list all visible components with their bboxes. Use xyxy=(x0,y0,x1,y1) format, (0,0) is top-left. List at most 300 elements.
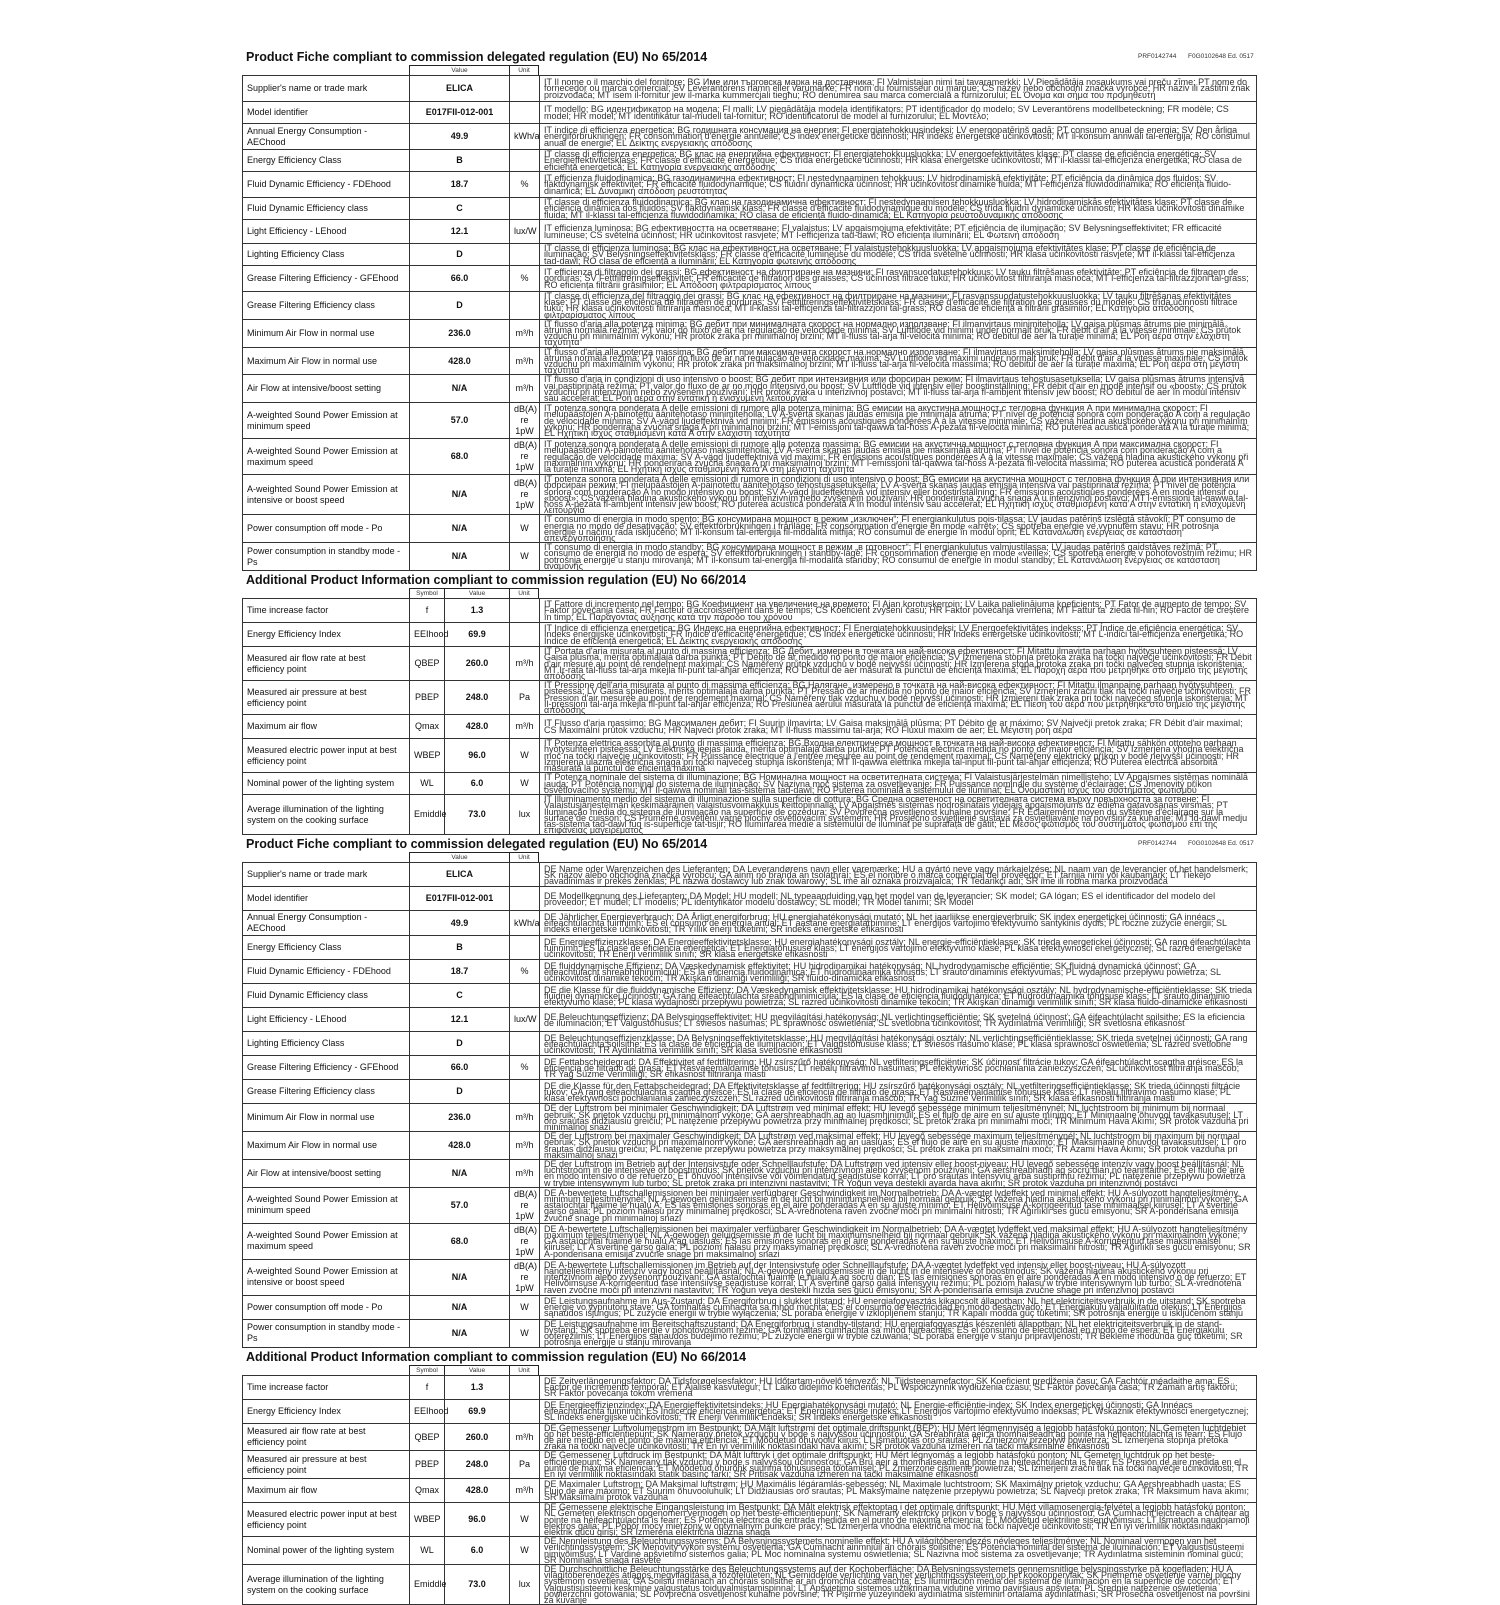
row-symbol: EEIhood xyxy=(410,623,445,647)
row-translations: IT modello; BG идентификатор на модела; FI malli; LV piegādātāja modeļa identifikators; PT identificador do modelo; SV Leverantörens modellbeteckning; FR modèle; CS model; HR model; MT identifikatur tal-mudell tal-fornitur; RO identificatorul de model al furnizorului; EL Μοντέλο; xyxy=(540,102,1257,124)
row-symbol: Emiddle xyxy=(410,795,445,835)
row-translations: IT Flusso d'aria massimo; BG Максимален дебит; FI Suurin ilmavirta; LV Gaisa maksimālā plūsma; PT Débito de ar máximo; SV Največji pretok zraka; FR Débit d'air maximal; CS Maximální průtok vzduchu; HR Najveći protok zraka; MT Il-fluss massimu tal-arja; RO Fluxul maxim de aer; EL Μέγιστη ροή αέρα xyxy=(540,715,1257,739)
row-unit: m³/h xyxy=(510,1159,540,1187)
row-label: Model identifier xyxy=(243,102,410,124)
row-value: 260.0 xyxy=(445,1423,510,1451)
row-value: 57.0 xyxy=(410,403,510,439)
row-translations: IT Indice di efficienza energetica; BG Индекс на енергийна ефективност; FI Energiatehokkuusindeksi; LV Energoefektivitātes indekss; PT Índice de eficiência energética; SV Indeks energijske učinkovitosti; FR Indice d'efficacité énergétique; CS Index energetické účinnosti; HR Indeks energetske učinkovitosti; MT L-indiċi tal-effiċjenza enerġetika; RO Indice de eficiență energetică; EL Δείκτης ενεργειακής απόδοσης xyxy=(540,623,1257,647)
row-value: 1.3 xyxy=(445,1375,510,1399)
row-unit: m³/h xyxy=(510,647,540,681)
row-label: Supplier's name or trade mark xyxy=(243,863,410,887)
row-value: 18.7 xyxy=(410,960,510,984)
row-translations: IT flusso d'aria in condizioni di uso intensivo o boost; BG дебит при интензивния или форсиран режим; FI ilmavirtaus tehostusasetuksella; LV gaisa plūsmas ātrums intensīvā vai pastiprinātā režīmā; PT valor do fluxo de ar no modo intensivo ou boost; SV Luftflöde vid intensiv eller boostinställning; FR débit d'air en mode intensif ou «boost»; CS průtok vzduchu při intenzivním nebo zvýšeném používání; HR protok zraka u intenzivnoj postavci; MT il-fluss tal-arja fl-ambjent intensiv jew boost; RO debitul de aer în modul intensiv sau accelerat; EL Ροή αέρα στην εντατική ή ενισχυμένη λειτουργία xyxy=(540,375,1257,403)
row-translations: IT Il nome o il marchio del fornitore; BG Име или търговска марка на доставчика; FI Valmistajan nimi tai tavaramerkki; LV Piegādātāja nosaukums vai preču zīme; PT nome do fornecedor ou marca comercial; SV Leverantörens namn eller varumärke; FR nom du fournisseur ou marque; CS název nebo obchodní značka výrobce; HR naziv ili zaštitni znak proizvođača; MT isem il-fornitur jew il-marka kummerċjali tiegħu; RO denumirea sau marca comercială a furnizorului; EL Όνομα και σήμα του προμηθευτή xyxy=(540,76,1257,102)
row-unit: kWh/a xyxy=(510,124,540,150)
table-row xyxy=(243,599,1257,623)
row-value: 96.0 xyxy=(445,739,510,773)
row-unit xyxy=(510,150,540,172)
row-symbol: Qmax xyxy=(410,1479,445,1503)
row-translations: IT classe di efficienza del filtraggio dei grassi; BG клас на ефективност на филтриране на мазнини; FI rasvanssuodatustehokkuusluokka; LV tauku filtrēšanas efektivitātes klase; PT classe de eficiência de filtragem de gorduras; SV Fettfiltreringseffektivitetsklass; FR classe d'efficacité de filtration des graisses du modèle; CS třída účinnosti filtrace tuků; HR klasa učinkovitosti filtriranja masnoća; MT il-klassi tal-effiċjenza tal-filtrazzjoni tal-grass; RO clasa de eficiență a filtrării grăsimilor; EL Κατηγορία απόδοσης φιλτραρίσματος λίπους xyxy=(540,292,1257,320)
row-label: Energy Efficiency Class xyxy=(243,936,410,960)
row-translations: DE Leistungsaufnahme im Bereitschaftszustand; DA Energiforbrug i standby-tilstand; HU energiafogyasztás készenléti állapotban; NL het elektriciteitsverbruik in de stand-bystand; SK spotreba energie v pohotovostnom režime; GA tomhaltas cumhachta sa mhód fuireachais; ES el consumo de electricidad en modo de espera; ET Energiakulu ooterežiimis; LT Energijos sąnaudos budėjimo režimu; PL zużycie energii w trybie czuwania; SL poraba energije v stanju pripravljenosti; TR Bekleme modunda güç tüketimi; SR potrošnja energije u stanju mirovanja xyxy=(540,1319,1257,1347)
row-unit: dB(A) re 1pW xyxy=(510,475,540,515)
row-unit: m³/h xyxy=(510,1423,540,1451)
row-value: 69.9 xyxy=(445,623,510,647)
additional-column-headers-a xyxy=(242,588,1257,598)
row-translations: DE Fettabscheidegrad; DA Effektivitet af fedtfiltrering; HU zsírszűrő hatékonyság; NL vetfilteringsefficiëntie; SK účinnosť filtrácie tukov; GA éifeachtúlacht scagtha gréisce; ES la eficiencia de filtrado de grasa; ET Rasvaeemaldamise tõhusus; LT riebalų filtravimo našumas; PL efektywność pochłaniania zanieczyszczeń; SL učinkovitost filtriranja maščob; TR Yağ Süzme Verimliliği; SR efikasnost filtriranja masti xyxy=(540,1056,1257,1080)
row-value: 6.0 xyxy=(445,773,510,795)
table-row xyxy=(243,1032,1257,1056)
row-symbol: WBEP xyxy=(410,739,445,773)
row-symbol: Qmax xyxy=(410,715,445,739)
table-row xyxy=(243,124,1257,150)
row-symbol: WL xyxy=(410,773,445,795)
table-row xyxy=(243,1104,1257,1132)
table-row xyxy=(243,543,1257,571)
unit-header-b2: Unit xyxy=(509,1365,539,1375)
row-unit: % xyxy=(510,172,540,198)
row-value: E017FII-012-001 xyxy=(410,102,510,124)
table-row xyxy=(243,198,1257,220)
table-row xyxy=(243,150,1257,172)
row-symbol: WBEP xyxy=(410,1503,445,1537)
row-unit: dB(A) re 1pW xyxy=(510,1187,540,1223)
doc-ref-b: PRF0142744 xyxy=(1138,840,1177,848)
row-label: Average illumination of the lighting system on the cooking surface xyxy=(243,795,410,835)
row-translations: DE Nennleistung des Beleuchtungssystems; DA Belysningssystemets nominelle effekt; HU A világítóberendezés névleges teljesítménye; NL Nominaal vermogen van het verlichtingssysteem; SK Menovitý výkon systému osvetlenia; GA Cumhacht ainmniúil an chórais soilsithe; ES Potencia nominal del sistema de iluminación; ET Valgustisüsteemi nimivõimsus; LT Vardinė apšvietimo sistemos galia; PL Moc nominalna systemu oświetlenia; SL Nazivna moč sistema za osvetljevanje; TR Aydınlatma sisteminin nominal gücü; SR Nominalna snaga rasvete xyxy=(540,1537,1257,1565)
table-row xyxy=(243,1295,1257,1319)
row-translations: DE A-bewertete Luftschallemissionen bei minimaler verfügbarer Geschwindigkeit im Normalbetrieb; DA A-vægtet lydeffekt ved minimal effekt; HU A-súlyozott hangteljesítmény minimum teljesítménynél; NL A-gewogen geluidsemissie in de lucht bij minimumsnelheid bij normaal gebruik; SK vážená hladina akustického výkonu pri minimálnom výkone; GA astaíochtaí fuaime le hualú A; ES las emisiones sonoras en el aire ponderadas A en su ajuste mínimo; ET Helivõimsuse A-korrigeeritud tase minimaalsel kiirusel; LT A svertinė garso galia; PL poziom hałasu przy minimalnej prędkości; SL A-vrednotena raven zvočne moči pri minimalni hitrosti; TR Ağırlıklı ses gücü emisyonu; SR A-ponderisana emisija zvučne snage pri minimalnoj snazi xyxy=(540,1187,1257,1223)
row-label: Maximum air flow xyxy=(243,715,410,739)
row-value: N/A xyxy=(410,543,510,571)
row-unit: m³/h xyxy=(510,347,540,375)
table-row xyxy=(243,773,1257,795)
row-label: Measured air pressure at best efficiency point xyxy=(243,681,410,715)
row-translations: IT Potenza nominale del sistema di illuminazione; BG Номинална мощност на осветителната система; FI Valaistusjärjestelmän nimellisteho; LV Apgaismes sistēmas nominālā jauda; PT Potência nominal do sistema de iluminação; SV Nazivna moč sistema za osvetljevanje; FR Puissance nominale du système d'éclairage; CS Jmenovitý příkon osvětlovacího systému; MT Il-qawwa nominali tas-sistema tad-dawl; RO Puterea nominală a sistemului de iluminat; EL Ονομαστική ισχύς του συστήματος φωτισμού xyxy=(540,773,1257,795)
row-label: Nominal power of the lighting system xyxy=(243,773,410,795)
row-unit xyxy=(510,887,540,911)
row-value: 18.7 xyxy=(410,172,510,198)
row-label: A-weighted Sound Power Emission at maximum speed xyxy=(243,439,410,475)
row-value: 49.9 xyxy=(410,124,510,150)
row-value: C xyxy=(410,984,510,1008)
table-row xyxy=(243,681,1257,715)
row-unit: m³/h xyxy=(510,715,540,739)
row-symbol: f xyxy=(410,599,445,623)
row-translations: DE Modellkennung des Lieferanten; DA Model; HU modell; NL typeaanduiding van het model van de leverancier; SK model; GA lógan; ES el identificador del modelo del proveedor; ET mudel; LT modelis; PL identyfikator modelu dostawcy; SL model; TR Model tanımı; SR Model xyxy=(540,887,1257,911)
fiche-title-b: Product Fiche compliant to commission delegated regulation (EU) No 65/2014 xyxy=(246,837,708,852)
row-unit: W xyxy=(510,1503,540,1537)
row-label: A-weighted Sound Power Emission at minimum speed xyxy=(243,1187,410,1223)
row-value: 248.0 xyxy=(445,1451,510,1479)
row-translations: DE Leistungsaufnahme im Aus-Zustand; DA Energiforbrug i slukket tilstand; HU energiafogyasztás kikapcsolt állapotban; NL het elektriciteitsverbruik in de uitstand; SK spotreba energie vo vypnutom stave; GA tomhaltas cumhachta sa mhód múchta; ES el consumo de electricidad en modo desactivado; ET Energiakulu väljalülitatud olekus; LT Energijos sąnaudos išjungus; PL zużycie energii w trybie wyłączenia; SL poraba energije v izklopljenem stanju; TR Kapalı modda güç tüketimi; SR potrošnja energije u isključenom stanju xyxy=(540,1295,1257,1319)
row-value: 428.0 xyxy=(445,1479,510,1503)
row-value: 236.0 xyxy=(410,1104,510,1132)
row-value: 12.1 xyxy=(410,1008,510,1032)
row-label: A-weighted Sound Power Emission at maximum speed xyxy=(243,1223,410,1259)
row-label: Grease Filtering Efficiency - GFEhood xyxy=(243,1056,410,1080)
row-unit xyxy=(510,599,540,623)
row-label: Power consumption off mode - Po xyxy=(243,515,410,543)
row-translations: DE A-bewertete Luftschallemissionen im Betrieb auf der Intensivstufe oder Schnelllaufstufe; DA A-vægtet lydeffekt ved intensiv eller boost-niveau; HU A-súlyozott hangteljesítmény intenzív vagy boost beállításnál; NL A-gewogen geluidsemissie in de lucht in de intensieve of boostmodus; SK vážená hladina akustického výkonu pri intenzívnom alebo zvýšenom používaní; GA astaíochtaí fuaime le hualú A ag socrú dian; ES las emisiones sonoras en el aire ponderadas A en modo intensivo o de refuerzo; ET Helivõimsuse A-korrigeeritud tase intensiivse seadistuse korral; LT A svertinė garso galia intensyviu režimu; PL poziom hałasu w trybie intensywnym lub turbo; SL A-vrednotena raven zvočne moči pri intenzivni nastavitvi; TR Yoğun veya destekli hızda ses gücü emisyonu; SR A-ponderisana emisija zvučne snage pri intenzivnoj postavci xyxy=(540,1259,1257,1295)
row-unit: dB(A) re 1pW xyxy=(510,403,540,439)
row-translations: DE fluiddynamische Effizienz; DA Væskedynamisk effektivitet; HU hidrodinamikai hatékonyság; NL hydrodynamische efficiëntie; SK fluidná dynamická účinnosť; GA éifeachtúlacht shreabhdhinimiciúil; ES la eficiencia fluidodinámica; ET hüdrodünaamika tõhusus; LT srauto dinaminis efektyvumas; PL wydajność przepływu powietrza; SL učinkovitost dinamike tekočin; TR Akışkan dinamiği verimliliği; SR fluido-dinamička efikasnost xyxy=(540,960,1257,984)
row-unit xyxy=(510,623,540,647)
table-row xyxy=(243,984,1257,1008)
row-translations: IT indice di efficienza energetica; BG годишната консумация на енергия; FI energiatehokkuusindeksi; LV energopatēriņš gadā; PT consumo anual de energia; SV Den årliga energiförbrukningen; FR consommation d'énergie annuelle; CS index energetické účinnosti; HR indeks energetske učinkovitosti; MT il-konsum annwali tal-enerġija; RO consumul anual de energie; EL Δείκτης ενεργειακής απόδοσης xyxy=(540,124,1257,150)
row-value: 49.9 xyxy=(410,911,510,936)
table-row xyxy=(243,936,1257,960)
row-unit xyxy=(510,1399,540,1423)
row-unit: W xyxy=(510,773,540,795)
table-row xyxy=(243,1479,1257,1503)
doc-code-b: F0G0102648 Ed. 0517 xyxy=(1188,840,1254,848)
row-unit xyxy=(510,102,540,124)
row-value: 66.0 xyxy=(410,266,510,292)
table-row xyxy=(243,1423,1257,1451)
table-row xyxy=(243,1080,1257,1104)
value-header-b2: Value xyxy=(444,1365,510,1375)
row-translations: DE Energieeffizienzindex; DA Energieffektivitetsindeks; HU Energiahatékonysági mutató; NL Energie-efficiëntie-index; SK Index energetickej účinnosti; GA Innéacs éifeachtúlachta fuinnimh; ES Índice de eficiencia energética; ET Energiatõhususe indeks; LT Energijos vartojimo efektyvumo indeksas; PL Wskaźnik efektywności energetycznej; SL Indeks energijske učinkovitosti; TR Enerji Verimlilik Endeksi; SR Indeks energetske efikasnosti xyxy=(540,1399,1257,1423)
row-value: 73.0 xyxy=(445,1565,510,1605)
row-unit xyxy=(510,292,540,320)
row-unit: lux xyxy=(510,795,540,835)
unit-header-a: Unit xyxy=(509,65,539,75)
row-label: A-weighted Sound Power Emission at intensive or boost speed xyxy=(243,475,410,515)
row-symbol: PBEP xyxy=(410,1451,445,1479)
table-row xyxy=(243,1451,1257,1479)
row-value: ELICA xyxy=(410,863,510,887)
row-label: Lighting Efficiency Class xyxy=(243,244,410,266)
row-label: Minimum Air Flow in normal use xyxy=(243,319,410,347)
row-label: Nominal power of the lighting system xyxy=(243,1537,410,1565)
row-translations: IT Fattore di incremento nel tempo; BG Коефициент на увеличение на времето; FI Ajan korotuskerroin; LV Laika palielinājuma koeficients; PT Fator de aumento de tempo; SV Faktor povečanja časa; FR Facteur d'accroissement dans le temps; CS Koeficient zvýšení času; HR Faktor povećanja vremena; MT Fattur ta' żieda fil-ħin; RO Factor de creștere în timp; EL Παράγοντας αύξησης κατά την πάροδο του χρόνου xyxy=(540,599,1257,623)
value-header-a2: Value xyxy=(444,588,510,598)
row-translations: DE die Klasse für die fluiddynamische Effizienz; DA Væskedynamisk effektivitetsklasse; HU hidrodinamikai hatékonysági osztály; NL hydrodynamische-efficiëntieklasse; SK trieda fluidnej dynamickej účinnosti; GA rang éifeachtúlachta sreabhdhinimiciúla; ES la clase de eficiencia fluidodinámica; ET hüdrodünaamika tõhususe klass; LT srauto dinaminio efektyvumo klasė; PL klasa wydajności przepływu powietrza; SL razred učinkovitosti dinamike tekočin; TR Akışkan dinamiği verimlilik sınıfı; SR klasa fluido-dinamičke efikasnosti xyxy=(540,984,1257,1008)
value-header-b: Value xyxy=(409,852,510,862)
row-unit: m³/h xyxy=(510,375,540,403)
row-value: N/A xyxy=(410,1259,510,1295)
additional-title-a: Additional Product Information compliant to commission regulation (EU) No 66/2014 xyxy=(246,573,747,588)
row-value: N/A xyxy=(410,1295,510,1319)
row-label: Model identifier xyxy=(243,887,410,911)
row-value: 6.0 xyxy=(445,1537,510,1565)
row-unit: m³/h xyxy=(510,1479,540,1503)
additional-header-a xyxy=(242,573,1257,588)
row-translations: DE A-bewertete Luftschallemissionen bei maximaler verfügbarer Geschwindigkeit im Normalbetrieb; DA A-vægtet lydeffekt ved maksimal effekt; HU A-súlyozott hangteljesítmény maximum teljesítménynél; NL A-gewogen geluidsemissie in de lucht bij maximumsnelheid bij normaal gebruik; SK vážená hladina akustického výkonu pri maximálnom výkone; GA astaíochtaí fuaime le hualú A ag uasluas; ES las emisiones sonoras en el aire ponderadas A en su ajuste máximo; ET Helivõimsuse A-korrigeeritud tase maksimaalsel kiirusel; LT A svertinė garso galia; PL poziom hałasu przy maksymalnej prędkości; SL A-vrednotena raven zvočne moči pri maksimalni hitrosti; TR Ağırlıklı ses gücü emisyonu; SR A-ponderisana emisija zvučne snage pri maksimalnoj snazi xyxy=(540,1223,1257,1259)
table-row xyxy=(243,266,1257,292)
row-unit: W xyxy=(510,739,540,773)
row-label: Light Efficiency - LEhood xyxy=(243,1008,410,1032)
row-unit: W xyxy=(510,515,540,543)
row-label: Grease Filtering Efficiency - GFEhood xyxy=(243,266,410,292)
fiche-header-b xyxy=(242,837,1257,852)
row-unit: lux/W xyxy=(510,1008,540,1032)
row-label: Measured electric power input at best efficiency point xyxy=(243,1503,410,1537)
row-value: N/A xyxy=(410,515,510,543)
table-row xyxy=(243,1259,1257,1295)
row-label: Measured air flow rate at best efficiency point xyxy=(243,1423,410,1451)
row-label: Energy Efficiency Index xyxy=(243,623,410,647)
row-value: N/A xyxy=(410,475,510,515)
row-label: Fluid Dynamic Efficiency - FDEhood xyxy=(243,960,410,984)
row-value: 73.0 xyxy=(445,795,510,835)
row-value: N/A xyxy=(410,1319,510,1347)
table-row xyxy=(243,475,1257,515)
row-unit: m³/h xyxy=(510,319,540,347)
row-label: Fluid Dynamic Efficiency - FDEhood xyxy=(243,172,410,198)
row-translations: DE Energieeffizienzklasse; DA Energieeffektivitetsklasse; HU energiahatékonysági osztály; NL energie-efficiëntieklasse; SK trieda energetickej účinnosti; GA rang éifeachtúlachta fuinnimh; ES la clase de eficiencia energética; ET Energiatõhususe klass; LT energijos vartojimo efektyvumo klasė; PL klasa efektywności energetycznej; SL razred energetske učinkovitosti; TR Enerji verimlilik sınıfı; SR klasa energetske efikasnosti xyxy=(540,936,1257,960)
row-label: Grease Filtering Efficiency class xyxy=(243,292,410,320)
row-label: Fluid Dynamic Efficiency class xyxy=(243,984,410,1008)
table-row xyxy=(243,647,1257,681)
row-translations: DE der Luftstrom im Betrieb auf der Intensivstufe oder Schnelllaufstufe; DA Luftstrøm ved intensiv eller boost-niveau; HU levegő sebessége intenzív vagy boost beállításnál; NL luchtstroom in de intensieve of boostmodus; SK prietok vzduchu pri intenzívnom alebo zvýšenom používaní; GA aershreabhadh ag socrú dian nó teanntaithe; ES el flujo de aire en modo intensivo o de refuerzo; ET õhuvool intensiivse või võimendatud seadistuse korral; LT oro srautas intensyviu arba sustiprintu režimu; PL natężenie przepływu powietrza w trybie intensywnym lub turbo; SL pretok zraka pri intenzivni nastavitvi; TR Yoğun veya destekli ayarda hava akımı; SR protok vazduha pri intenzivnoj postavci xyxy=(540,1159,1257,1187)
table-row xyxy=(243,76,1257,102)
row-value: D xyxy=(410,292,510,320)
row-label: Annual Energy Consumption - AEChood xyxy=(243,124,410,150)
row-translations: DE Name oder Warenzeichen des Lieferanten; DA Leverandørens navn eller varemærke; HU a gyártó neve vagy márkajelzése; NL naam van de leverancier of het handelsmerk; SK názov alebo obchodná značka výrobcu; GA ainm nó branda an tsoláthraí; ES el nombre o marca comercial del proveedor; ET tarnija nimi või kaubamärk; LT Tiekėjo pavadinimas ir prekės ženklas; PL nazwa dostawcy lub znak towarowy; SL ime ali oznaka proizvajalca; TR Tedarikçi adı; SR ime ili robna marka proizvođača xyxy=(540,863,1257,887)
row-label: Light Efficiency - LEhood xyxy=(243,220,410,244)
row-label: Energy Efficiency Class xyxy=(243,150,410,172)
table-row xyxy=(243,1056,1257,1080)
row-translations: IT flusso d'aria alla potenza massima; BG дебит при максималната скорост на нормално използване; FI ilmavirtaus maksimiteholla; LV gaisa plūsmas ātrums pie maksimālā ātruma normālā režīmā; PT valor do fluxo de ar na regulação de velocidade máxima; SV Luftflöde vid maximi under normalt bruk; FR débit d'air à la vitesse maximale; CS průtok vzduchu při maximálním výkonu; HR protok zraka pri maksimalnoj brzini; MT il-fluss tal-arja fil-veloċità massima; RO debitul de aer la turație maximă; EL Ροή αέρα στη μέγιστη ταχύτητα xyxy=(540,347,1257,375)
additional-title-b: Additional Product Information compliant to commission regulation (EU) No 66/2014 xyxy=(246,1349,747,1364)
row-translations: IT consumo di energia in modo standby; BG консумирана мощност в режим „в готовност“; FI energiankulutus valmiustilassa; LV jaudas patēriņš gaidstāves režīmā; PT consumo de energia no modo de espera; SV effektförbrukningen i standby-läge; FR consommation d'énergie en mode «veille»; CS spotřeba energie v pohotovostním režimu; HR potrošnja energije u stanju mirovanja; MT il-konsum tal-enerġija fil-modalità standby; RO consumul de energie în modul standby; EL Κατανάλωση ενέργειας σε κατάσταση αναμονής xyxy=(540,543,1257,571)
row-translations: IT efficienza luminosa; BG ефективността на осветяване; FI valaistus; LV apgaismojuma efektivitāte; PT eficiência de iluminação; SV Belysningseffektivitet; FR efficacité lumineuse; CS světelná účinnost; HR učinkovitost rasvjete; MT l-effiċjenza tad-dawl; RO eficiența iluminării; EL Φωτεινή απόδοση xyxy=(540,220,1257,244)
row-unit: W xyxy=(510,1295,540,1319)
table-row xyxy=(243,1159,1257,1187)
fiche-table-b xyxy=(242,862,1257,1347)
row-label: Air Flow at intensive/boost setting xyxy=(243,1159,410,1187)
table-row xyxy=(243,1319,1257,1347)
value-header-a: Value xyxy=(409,65,510,75)
row-label: Maximum air flow xyxy=(243,1479,410,1503)
symbol-header-a: Symbol xyxy=(409,588,445,598)
row-label: Time increase factor xyxy=(243,1375,410,1399)
row-label: Maximum Air Flow in normal use xyxy=(243,1132,410,1160)
row-translations: DE die Klasse für den Fettabscheidegrad; DA Effektivitetsklasse af fedtfiltrering; HU zsírszűrő hatékonysági osztály; NL vetfilteringsefficiëntieklasse; SK trieda účinnosti filtrácie tukov; GA rang éifeachtúlachta scagtha gréisce; ES la clase de eficiencia de filtrado de grasa; ET Rasvaeemaldamise tõhususe klass; LT riebalų filtravimo našumo klasė; PL klasa efektywności pochłaniania zanieczyszczeń; SL razred učinkovitosti filtriranja maščob; TR Yağ Süzme Verimlilik sınıfı; SR klasa efikasnosti filtriranja masti xyxy=(540,1080,1257,1104)
unit-header-b: Unit xyxy=(509,852,539,862)
row-label: Fluid Dynamic Efficiency class xyxy=(243,198,410,220)
table-row xyxy=(243,102,1257,124)
row-label: Power consumption in standby mode - Ps xyxy=(243,543,410,571)
row-label: Annual Energy Consumption - AEChood xyxy=(243,911,410,936)
row-label: A-weighted Sound Power Emission at minimum speed xyxy=(243,403,410,439)
row-unit: W xyxy=(510,1319,540,1347)
table-row xyxy=(243,715,1257,739)
row-unit: Pa xyxy=(510,681,540,715)
row-symbol: f xyxy=(410,1375,445,1399)
row-unit: W xyxy=(510,1537,540,1565)
row-value: ELICA xyxy=(410,76,510,102)
row-symbol: Emiddle xyxy=(410,1565,445,1605)
row-unit: Pa xyxy=(510,1451,540,1479)
row-label: Grease Filtering Efficiency class xyxy=(243,1080,410,1104)
fiche-header-a xyxy=(242,50,1257,65)
row-unit: % xyxy=(510,1056,540,1080)
table-row xyxy=(243,220,1257,244)
row-translations: DE Durchschnittliche Beleuchtungsstärke des Beleuchtungssystems auf der Kochoberfläche; DA Belysningssystemets gennemsnitlige belysningsstyrke på kogefladen; HU A világítóberendezés átlagos megvilágítása a főzőfelületen; NL Gemiddelde verlichting van het verlichtingssysteem op het kookoppervlak; SK Priemerné osvetlenie varnej plochy systémom osvetlenia; GA Soilsiú meánach an chórais soilsithe ar an dromchla cócaireachta; ES Iluminación media del sistema de iluminación en la superficie de cocción; ET Valgustisüsteemi keskmine valgustatus toiduvalmistamispinnal; LT Apšvietimo sistemos užtikrinama vidutinė virimo paviršiaus apšvieta; PL Średnie natężenie oświetlenia powierzchni gotowania; SL Povprečna osvetljenost kuhalne površine; TR Pişirme yüzeyindeki aydınlatma sisteminin ortalama aydınlatması; SR Prosečna osvetljenost na površini za kuvanje xyxy=(540,1565,1257,1605)
row-label: A-weighted Sound Power Emission at intensive or boost speed xyxy=(243,1259,410,1295)
row-value: N/A xyxy=(410,375,510,403)
row-label: Time increase factor xyxy=(243,599,410,623)
row-unit xyxy=(510,1032,540,1056)
row-unit: m³/h xyxy=(510,1132,540,1160)
table-row xyxy=(243,1537,1257,1565)
row-value: 68.0 xyxy=(410,439,510,475)
row-translations: DE Maximaler Luftstrom; DA Maksimal luftstrøm; HU Maximális légáramlás-sebesség; NL Maximale luchtstroom; SK Maximálny prietok vzduchu; GA Aershreabhadh uasta; ES Flujo de aire máximo; ET Suurim õhuvooluhulk; LT Didžiausias oro srautas; PL Maksymalne natężenie przepływu powietrza; SL Največji pretok zraka; TR Maksimum hava akımı; SR Maksimalni protok vazduha xyxy=(540,1479,1257,1503)
row-unit: m³/h xyxy=(510,1104,540,1132)
table-row xyxy=(243,863,1257,887)
row-value: N/A xyxy=(410,1159,510,1187)
row-symbol: QBEP xyxy=(410,647,445,681)
document-page xyxy=(242,48,1257,1605)
row-translations: DE Gemessene elektrische Eingangsleistung im Bestpunkt; DA Målt elektrisk effektoptag i det optimale driftspunkt; HU Mért villamosenergia-felvétel a legjobb hatásfokú ponton; NL Gemeten elektrisch opgenomen vermogen op het beste-efficiëntiepunt; SK Nameraný elektrický príkon v bode s najvyššou účinnosťou; GA Cumhacht leictreach a chaitear ag pointe na héifeachtúlachta is fearr; ES Potencia eléctrica de entrada medida en el punto de máxima eficiencia; ET Mõõdetud elektriline sisendvõimsus; LT Išmatuota naudojamoji elektros galia; PL Pobór mocy mierzony w optymalnym punkcie pracy; SL Izmerjena vhodna električna moč na točki največje učinkovitosti; TR En iyi verimlilik noktasındaki elektrik gücü girişi; SR Izmerena električna ulazna snaga xyxy=(540,1503,1257,1537)
table-row xyxy=(243,739,1257,773)
row-unit: kWh/a xyxy=(510,911,540,936)
symbol-header-b: Symbol xyxy=(409,1365,445,1375)
row-unit: dB(A) re 1pW xyxy=(510,1223,540,1259)
table-row xyxy=(243,911,1257,936)
row-unit xyxy=(510,1080,540,1104)
fiche-table-a xyxy=(242,75,1257,571)
table-row xyxy=(243,439,1257,475)
row-symbol: EEIhood xyxy=(410,1399,445,1423)
row-translations: IT efficienza fluidodinamica; BG газодинамична ефективност; FI nestedynaaminen tehokkuus; LV hidrodinamiskā efektivitāte; PT eficiência da dinâmica dos fluidos; SV fläktdynamisk effektivitet; FR efficacité fluidodynamique; CS fluidní dynamická účinnost; HR učinkovitost dinamike fluida; MT l-effiċjenza fluwidodinamika; RO eficiența fluido-dinamică; EL Δυναμική απόδοση ρευστότητας xyxy=(540,172,1257,198)
row-value: 1.3 xyxy=(445,599,510,623)
table-row xyxy=(243,1503,1257,1537)
table-row xyxy=(243,1375,1257,1399)
row-symbol: PBEP xyxy=(410,681,445,715)
table-row xyxy=(243,172,1257,198)
row-label: Power consumption in standby mode - Ps xyxy=(243,1319,410,1347)
row-translations: DE Gemessener Luftdruck im Bestpunkt; DA Målt lufttryk i det optimale driftspunkt; HU Mért légnyomás a legjobb hatásfokú ponton; NL Gemeten luchtdruk op het beste-efficiëntiepunt; SK Nameraný tlak vzduchu v bode s najvyššou účinnosťou; GA Brú aeir a thomhaiseadh ag pointe na héifeachtúlachta is fearr; ES Presión de aire medida en el punto de máxima eficiencia; ET Mõõdetud õhurõhk suurima tõhususega töötamisel; PL Zmierzone ciśnienie powietrza; SL Izmerjeni zračni tlak na točki največje učinkovitosti; TR En iyi verimlilik noktasındaki statik basınç farkı; SR Pritisak vazduha izmeren na tački maksimalne efikasnosti xyxy=(540,1451,1257,1479)
row-translations: IT Illuminamento medio del sistema di illuminazione sulla superficie di cottura; BG Средна осветеност на осветителната система върху повърхността за готвене; FI Valaistusjärjestelmän keskimääräinen valaistusvoimakkuus keittopinnalla; LV Apgaismes sistēmas nodrošinātais vidējais apgaismojums uz ēdiena gatavošanas virsmas; PT Iluminação média do sistema de iluminação na superfície de cozedura; SV Povprečna osvetljenost kuhalne površine; FR Éclairement moyen du système d'éclairage sur la surface de cuisson; CS Průměrné osvětlení varné plochy osvětlovacím systémem; HR Prosječno osvjetljenje sustava za osvjetljavanje na površini za kuhanje; MT Id-dawl medju tas-sistema tad-dawl fuq is-superfiċje tat-tisjir; RO Iluminarea medie a sistemului de iluminat pe suprafața de gătit; EL Μέσος φωτισμός του συστήματος φωτισμού επί της επιφάνειας μαγειρέματος xyxy=(540,795,1257,835)
table-row xyxy=(243,375,1257,403)
row-label: Minimum Air Flow in normal use xyxy=(243,1104,410,1132)
row-unit: dB(A) re 1pW xyxy=(510,1259,540,1295)
doc-ref-a: PRF0142744 xyxy=(1138,53,1177,60)
row-symbol: QBEP xyxy=(410,1423,445,1451)
table-row xyxy=(243,1008,1257,1032)
row-value: 12.1 xyxy=(410,220,510,244)
row-value: B xyxy=(410,150,510,172)
row-translations: DE Gemessener Luftvolumenstrom im Bestpunkt; DA Målt luftstrømi det optimale driftspunkt (BEP); HU Mért légmennyiség a legjobb hatásfokú ponton; NL Gemeten luchtdebiet op het beste-efficiëntiepunt; SK Nameraný prietok vzduchu v bode s najvyššou účinnosťou; GA Sreabhráta aeir a thomhaiseadh ag pointe na héifeachtúlachta is fearr; ES Flujo de aire medido en el punto de máxima eficiencia; ET Mõõdetud õhuvoolu kiirus; LT Išmatuotas oro srautas; PL Zmierzony przepływ powietrza; SL Izmerjena stopnja pretoka zraka na točki največje učinkovitosti; TR En iyi verimlilik noktasındaki hava akımı; SR protok vazduha izmeren na tački maksimalne efikasnosti xyxy=(540,1423,1257,1451)
row-label: Average illumination of the lighting system on the cooking surface xyxy=(243,1565,410,1605)
table-row xyxy=(243,1132,1257,1160)
row-value: 57.0 xyxy=(410,1187,510,1223)
row-unit xyxy=(510,244,540,266)
fiche-column-headers-a xyxy=(242,65,1257,75)
row-value: 428.0 xyxy=(445,715,510,739)
additional-table-b xyxy=(242,1375,1257,1605)
row-translations: IT classe di efficienza energetica; BG клас на енергийна ефективност; FI energiatehokkuusluokka; LV energoefektivitātes klase; PT classe de eficiência energética; SV Energieffektivitetsklass; FR classe d'efficacité énergétique; CS třída energetické účinnosti; HR klasa energetske učinkovitosti; MT il-klassi tal-effiċjenza enerġetika; RO clasa de eficiență energetică; EL Κατηγορία ενεργειακής απόδοσης xyxy=(540,150,1257,172)
row-label: Power consumption off mode - Po xyxy=(243,1295,410,1319)
row-label: Supplier's name or trade mark xyxy=(243,76,410,102)
additional-header-b xyxy=(242,1350,1257,1365)
table-row xyxy=(243,292,1257,320)
row-value: D xyxy=(410,244,510,266)
row-label: Lighting Efficiency Class xyxy=(243,1032,410,1056)
row-label: Measured air pressure at best efficiency point xyxy=(243,1451,410,1479)
row-value: 236.0 xyxy=(410,319,510,347)
row-symbol: WL xyxy=(410,1537,445,1565)
table-row xyxy=(243,347,1257,375)
table-row xyxy=(243,887,1257,911)
row-translations: DE Beleuchtungseffizienz; DA Belysningseffektivitet; HU megvilágítási hatékonyság; NL verlichtingsefficiëntie; SK svetelná účinnosť; GA éifeachtúlacht soilsithe; ES la eficiencia de iluminación; ET Valgustõhusus; LT šviesos našumas; PL sprawność oświetlenia; SL svetlobna učinkovitost; TR Aydınlatma Verimliliği; SR svetlosna efikasnost xyxy=(540,1008,1257,1032)
row-unit: lux xyxy=(510,1565,540,1605)
row-label: Air Flow at intensive/boost setting xyxy=(243,375,410,403)
row-unit: % xyxy=(510,960,540,984)
row-translations: DE Jährlicher Energieverbrauch; DA Årligt energiforbrug; HU energiahatékonysági mutató; NL het jaarlijkse energieverbruik; SK index energetickej účinnosti; GA innéacs éifeachtúlachta fuinnimh; ES el consumo de energía anual; ET aastane energiatarbimine; LT energijos vartojimo efektyvumo santykinis dydis; PL roczne zużycie energii; SL indeks energetske učinkovitosti; TR Yıllık enerji tüketimi; SR indeks energetske efikasnosti xyxy=(540,911,1257,936)
table-row xyxy=(243,1223,1257,1259)
row-value: D xyxy=(410,1032,510,1056)
row-value: E017FII-012-001 xyxy=(410,887,510,911)
table-row xyxy=(243,244,1257,266)
row-label: Maximum Air Flow in normal use xyxy=(243,347,410,375)
row-translations: IT potenza sonora ponderata A delle emissioni di rumore alla potenza massima; BG емисии на акустична мощност с тегловна функция А при максимална скорост; FI melupäästöjen A-painotettu äänitehotaso maksimiteholla; LV A-svērtā skaņas jaudas emisija pie maksimālā ātruma; PT nível de potência sonora com ponderação A com a regulação de velocidade máxima; SV A-vägd ljudeffektnivå vid maximi; FR émissions acoustiques pondérées A à la vitesse maximale; CS vážená hladina akustického výkonu při maximálním výkonu; HR ponderirana zvučna snaga A pri maksimalnoj brzini; MT l-emissjoni tal-qawwa tal-ħoss A-peżata fil-veloċità massima; RO puterea acustică ponderată A la turație maximă; EL Ηχητική ισχύς σταθμισμένη κατά Α στη μέγιστη ταχύτητα xyxy=(540,439,1257,475)
row-unit: dB(A) re 1pW xyxy=(510,439,540,475)
row-translations: IT classe di efficienza fluidodinamica; BG клас на газодинамична ефективност; FI nestedynaamisen tehokkuusluokka; LV hidrodinamiskās efektivitātes klase; PT classe de eficiência dinâmica dos fluidos; SV fläktdynamisk klass; FR classe d'efficacité fluidodynamique du modèle; CS třída fluidní dynamické účinnosti; HR klasa učinkovitosti dinamike fluida; MT il-klassi tal-effiċjenza fluwidodinamika; RO clasa de eficiență fluido-dinamică; EL Κατηγορία ρευστοδυναμικής απόδοσης xyxy=(540,198,1257,220)
row-unit: lux/W xyxy=(510,220,540,244)
row-translations: IT flusso d'aria alla potenza minima; BG дебит при минималната скорост на нормално използване; FI ilmanvirtaus minimiteholla; LV gaisa plūsmas ātrums pie minimālā ātruma normālā režīmā; PT valor do fluxo de ar na regulação de velocidade mínima; SV Luftflöde vid minimi under normalt bruk; FR débit d'air à la vitesse minimale; CS průtok vzduchu při minimálním výkonu; HR protok zraka pri minimalnoj brzini; MT il-fluss tal-arja fil-veloċità minima; RO debitul de aer la turație minimă; EL Ροή αέρα στην ελάχιστη ταχύτητα xyxy=(540,319,1257,347)
row-unit xyxy=(510,1375,540,1399)
fiche-column-headers-b xyxy=(242,852,1257,862)
additional-column-headers-b xyxy=(242,1365,1257,1375)
row-translations: DE der Luftstrom bei maximaler Geschwindigkeit; DA Luftstrøm ved maksimal effekt; HU levegő sebessége maximum teljesítménynél; NL luchtstroom bij maximum bij normaal gebruik; SK prietok vzduchu pri maximálnom výkone; GA aershreabhadh ag an uasluas; ES el flujo de aire en su ajuste máximo; ET Maksimaalne õhuvool tavakasutusel; LT oro srautas didžiausiu greičiu; PL natężenie przepływu powietrza przy maksymalnej prędkości; SL pretok zraka pri maksimalni moči; TR Azami Hava Akımı; SR protok vazduha pri maksimalnoj snazi xyxy=(540,1132,1257,1160)
row-unit xyxy=(510,76,540,102)
table-row xyxy=(243,623,1257,647)
table-row xyxy=(243,319,1257,347)
row-translations: DE der Luftstrom bei minimaler Geschwindigkeit; DA Luftstrøm ved minimal effekt; HU levegő sebessége minimum teljesítménynél; NL luchtstroom bij minimum bij normaal gebruik; SK prietok vzduchu pri minimálnom výkone; GA aershreabhadh ag an luasmhinimúil; ES el flujo de aire en su ajuste mínimo; ET Minimaalne õhuvool tavakasutusel; LT oro srautas didžiausiu greičiu; PL natężenie przepływu powietrza przy minimalnej prędkości; SL pretok zraka pri minimalni moči; TR Minimum Hava Akımı; SR protok vazduha pri minimalnoj snazi xyxy=(540,1104,1257,1132)
table-row xyxy=(243,1565,1257,1605)
fiche-title-a: Product Fiche compliant to commission delegated regulation (EU) No 65/2014 xyxy=(246,50,708,64)
row-value: C xyxy=(410,198,510,220)
row-value: 69.9 xyxy=(445,1399,510,1423)
row-unit xyxy=(510,198,540,220)
additional-table-a xyxy=(242,598,1257,835)
row-value: B xyxy=(410,936,510,960)
row-unit: % xyxy=(510,266,540,292)
doc-code-a: F0G0102648 Ed. 0517 xyxy=(1188,53,1254,60)
table-row xyxy=(243,403,1257,439)
table-row xyxy=(243,960,1257,984)
row-translations: IT Portata d'aria misurata al punto di massima efficienza; BG Дебит, измерен в точката на най-висока ефективност; FI Mitattu ilmavirta parhaan hyötysuhteen pisteessä; LV Gaisa plūsma, mērīta optimālajā darba punktā; PT Débito de ar medido no ponto de maior eficiência; SV Izmerjena stopnja pretoka zraka na točki največje učinkovitosti; FR Débit d'air mesuré au point de rendement maximal; CS Naměřený průtok vzduchu v bodě nejvyšší účinnosti; HR Izmjerena stopa protoka zraka pri točki najvećeg stupnja iskorištenja; MT Ir-rata tal-fluss tal-arja mkejla fil-punt tal-aħjar effiċjenza; RO Debitul de aer măsurat la punctul de eficiență maximă; EL Παροχή αέρα που μετρήθηκε στο σημείο της μέγιστης απόδοσης xyxy=(540,647,1257,681)
row-label: Measured electric power input at best efficiency point xyxy=(243,739,410,773)
row-label: Energy Efficiency Index xyxy=(243,1399,410,1423)
row-label: Measured air flow rate at best efficiency point xyxy=(243,647,410,681)
row-value: 68.0 xyxy=(410,1223,510,1259)
row-translations: IT consumo di energia in modo spento; BG консумирана мощност в режим „изключен“; FI energiankulutus pois-tilassa; LV jaudas patēriņš izslēgtā stāvoklī; PT consumo de energia no modo de desativação; SV effektförbrukningen i frånläge; FR consommation d'énergie en mode «arrêt»; CS spotřeba energie ve vypnutém stavu; HR potrošnja energije u načinu rada isključeno; MT il-konsum tal-enerġija fil-modalità mitfija; RO consumul de energie în modul oprit; EL Κατανάλωση ενέργειας σε κατάσταση απενεργοποίησης xyxy=(540,515,1257,543)
row-value: 428.0 xyxy=(410,347,510,375)
table-row xyxy=(243,515,1257,543)
row-value: D xyxy=(410,1080,510,1104)
row-unit: W xyxy=(510,543,540,571)
row-translations: IT Potenza elettrica assorbita al punto di massima efficienza; BG Входна електрическа мощност в точката на най-висока ефективност; FI Mitattu sähkön ottoteho parhaan hyötysuhteen pisteessä; LV Elektriskā ieejas jauda, mērīta optimālajā darba punktā; PT Potência eléctrica medida no ponto de maior eficiência; SV Izmerjena vhodna električna moč na točki največje učinkovitosti; FR Puissance électrique à l'entrée mesurée au point de rendement maximal; CS Naměřený elektrický příkon v bodě nejvyšší účinnosti; HR Izmjerena ulazna električna snaga pri točki najvećeg stupnja iskorištenja; MT Il-qawwa elettrika mkejla tal-input fil-punt tal-aħjar effiċjenza; RO Puterea electrică absorbită măsurată la punctul de eficiență maximă xyxy=(540,739,1257,773)
row-translations: IT efficienza di filtraggio dei grassi; BG ефективност на филтриране на мазнини; FI rasvansuodatustehokkuus; LV tauku filtrēšanas efektivitāte; PT eficiência de filtragem de gorduras; SV Fettfiltreringseffektivitet; FR efficacité de filtration des graisses; CS účinnost filtrace tuků; HR učinkovitost filtriranja masnoća; MT l-effiċjenza tal-filtrazzjoni tal-grass; RO eficiența filtrării grăsimilor; EL Απόδοση φιλτραρίσματος λίπους xyxy=(540,266,1257,292)
row-translations: DE Zeitverlängerungsfaktor; DA Tidsforøgelsesfaktor; HU Időtartam-növelő tényező; NL Tijdsteenamefactor; SK Koeficient predĺženia času; GA Fachtóir méadaithe ama; ES Factor de incremento temporal; ET Ajalise kasvutegur; LT Laiko didėjimo koeficientas; PL Współczynnik wydłużenia czasu; SL Faktor povečanja časa; TR Zaman artış faktörü; SR Faktor povećanja tokom vremena xyxy=(540,1375,1257,1399)
row-translations: IT Pressione dell'aria misurata al punto di massima efficienza; BG Налягане, измерено в точката на най-висока ефективност; FI Mitattu ilmanpaine parhaan hyötysuhteen pisteessä; LV Gaisa spiediens, mērīts optimālajā darba punktā; PT Pressão de ar medida no ponto de maior eficiência; SV Izmerjeni zračni tlak na točki največje učinkovitosti; FR Pression d'air mesurée au point de rendement maximal; CS Naměřený tlak vzduchu v bodě nejvyšší účinnosti; HR Izmjereni tlak zraka pri točki najvećeg stupnja iskorištenja; MT Il-pressjoni tal-arja mkejla fil-punt tal-aħjar effiċjenza; RO Presiunea aerului măsurată la punctul de eficiență maximă; EL Πίεση του αέρα που μετρήθηκε στο σημείο της μέγιστης απόδοσης xyxy=(540,681,1257,715)
table-row xyxy=(243,1187,1257,1223)
row-value: 428.0 xyxy=(410,1132,510,1160)
unit-header-a2: Unit xyxy=(509,588,539,598)
row-unit xyxy=(510,863,540,887)
table-row xyxy=(243,1399,1257,1423)
row-translations: IT potenza sonora ponderata A delle emissioni di rumore in condizioni di uso intensivo o boost; BG емисии на акустична мощност с тегловна функция А при интензивния или форсиран режим; FI melupäästöjen A-painotettu äänitehotaso tehostusasetuksella; LV A-svērtā skaņas jaudas emisija intensīvā vai pastiprinātā režīmā; PT nível de potência sonora com ponderação A no modo intensivo ou boost; SV A-vägd ljudeffektnivå vid intensiv eller boostinställning; FR émissions acoustiques pondérées A en mode intensif ou «boost»; CS vážená hladina akustického výkonu při intenzivním nebo zvýšeném používání; HR ponderirana zvučna snaga A u intenzivnoj postavci; MT l-emissjoni tal-qawwa tal-ħoss A-peżata fl-ambjent intensiv jew boost; RO puterea acustică ponderată A în modul intensiv sau accelerat; EL Ηχητική ισχύς σταθμισμένη κατά Α στην εντατική ή ενισχυμένη λειτουργία xyxy=(540,475,1257,515)
row-value: 260.0 xyxy=(445,647,510,681)
row-value: 66.0 xyxy=(410,1056,510,1080)
table-row xyxy=(243,795,1257,835)
